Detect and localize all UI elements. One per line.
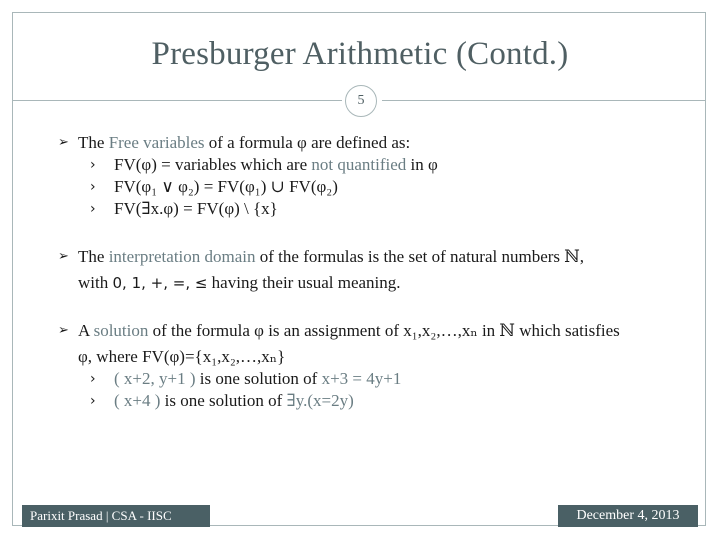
slide-number: 5 (345, 85, 377, 117)
sub-bullet: › ( x+2, y+1 ) is one solution of x+3 = 4y+1 (90, 369, 402, 388)
footer-author: Parixit Prasad | CSA - IISC (22, 505, 210, 527)
bullet-line: φ, where FV(φ)={x₁,x₂,…,xₙ} (78, 347, 286, 366)
arrow-bullet-icon: ➢ (58, 249, 69, 264)
arrow-bullet-icon: ➢ (58, 135, 69, 150)
chevron-right-icon: › (90, 371, 96, 387)
title-rule-right (382, 100, 706, 101)
highlight-term: not quantified (311, 155, 407, 174)
bullet-free-variables (58, 132, 698, 220)
chevron-right-icon: › (90, 393, 96, 409)
title-rule-left (12, 100, 342, 101)
highlight-term: x+3 = 4y+1 (321, 369, 402, 388)
highlight-term: solution (93, 321, 149, 340)
chevron-right-icon: › (90, 201, 96, 217)
sub-bullet: › FV(φ) = variables which are not quantified in φ (90, 155, 438, 174)
bullet-line: The interpretation domain of the formulas is the set of natural numbers ℕ, (78, 247, 585, 266)
sub-bullet: › FV(φ₁ ∨ φ₂) = FV(φ₁) ∪ FV(φ₂) (90, 177, 338, 196)
symbol-list: 0, 1, +, =, ≤ (112, 274, 208, 292)
sub-bullet: › ( x+4 ) is one solution of ∃y.(x=2y) (90, 391, 354, 410)
highlight-term: Free variables (108, 133, 205, 152)
slide-content (58, 132, 698, 432)
highlight-term: ( x+4 ) (114, 391, 161, 410)
chevron-right-icon: › (90, 179, 96, 195)
bullet-line: with 0, 1, +, =, ≤ having their usual meaning. (78, 273, 401, 292)
bullet-interpretation-domain (58, 246, 698, 294)
sub-bullet: › FV(∃x.φ) = FV(φ) \ {x} (90, 199, 278, 218)
footer-date: December 4, 2013 (558, 505, 698, 527)
arrow-bullet-icon: ➢ (58, 323, 69, 338)
highlight-term: ( x+2, y+1 ) (114, 369, 196, 388)
bullet-solution (58, 320, 698, 412)
bullet-line: The Free variables of a formula φ are defined as: (78, 133, 411, 152)
highlight-term: interpretation domain (108, 247, 256, 266)
slide-title: Presburger Arithmetic (Contd.) (151, 36, 569, 72)
chevron-right-icon: › (90, 157, 96, 173)
highlight-term: ∃y.(x=2y) (286, 391, 354, 410)
bullet-line: A solution of the formula φ is an assignment of x₁,x₂,…,xₙ in ℕ which satisfies (78, 321, 620, 340)
